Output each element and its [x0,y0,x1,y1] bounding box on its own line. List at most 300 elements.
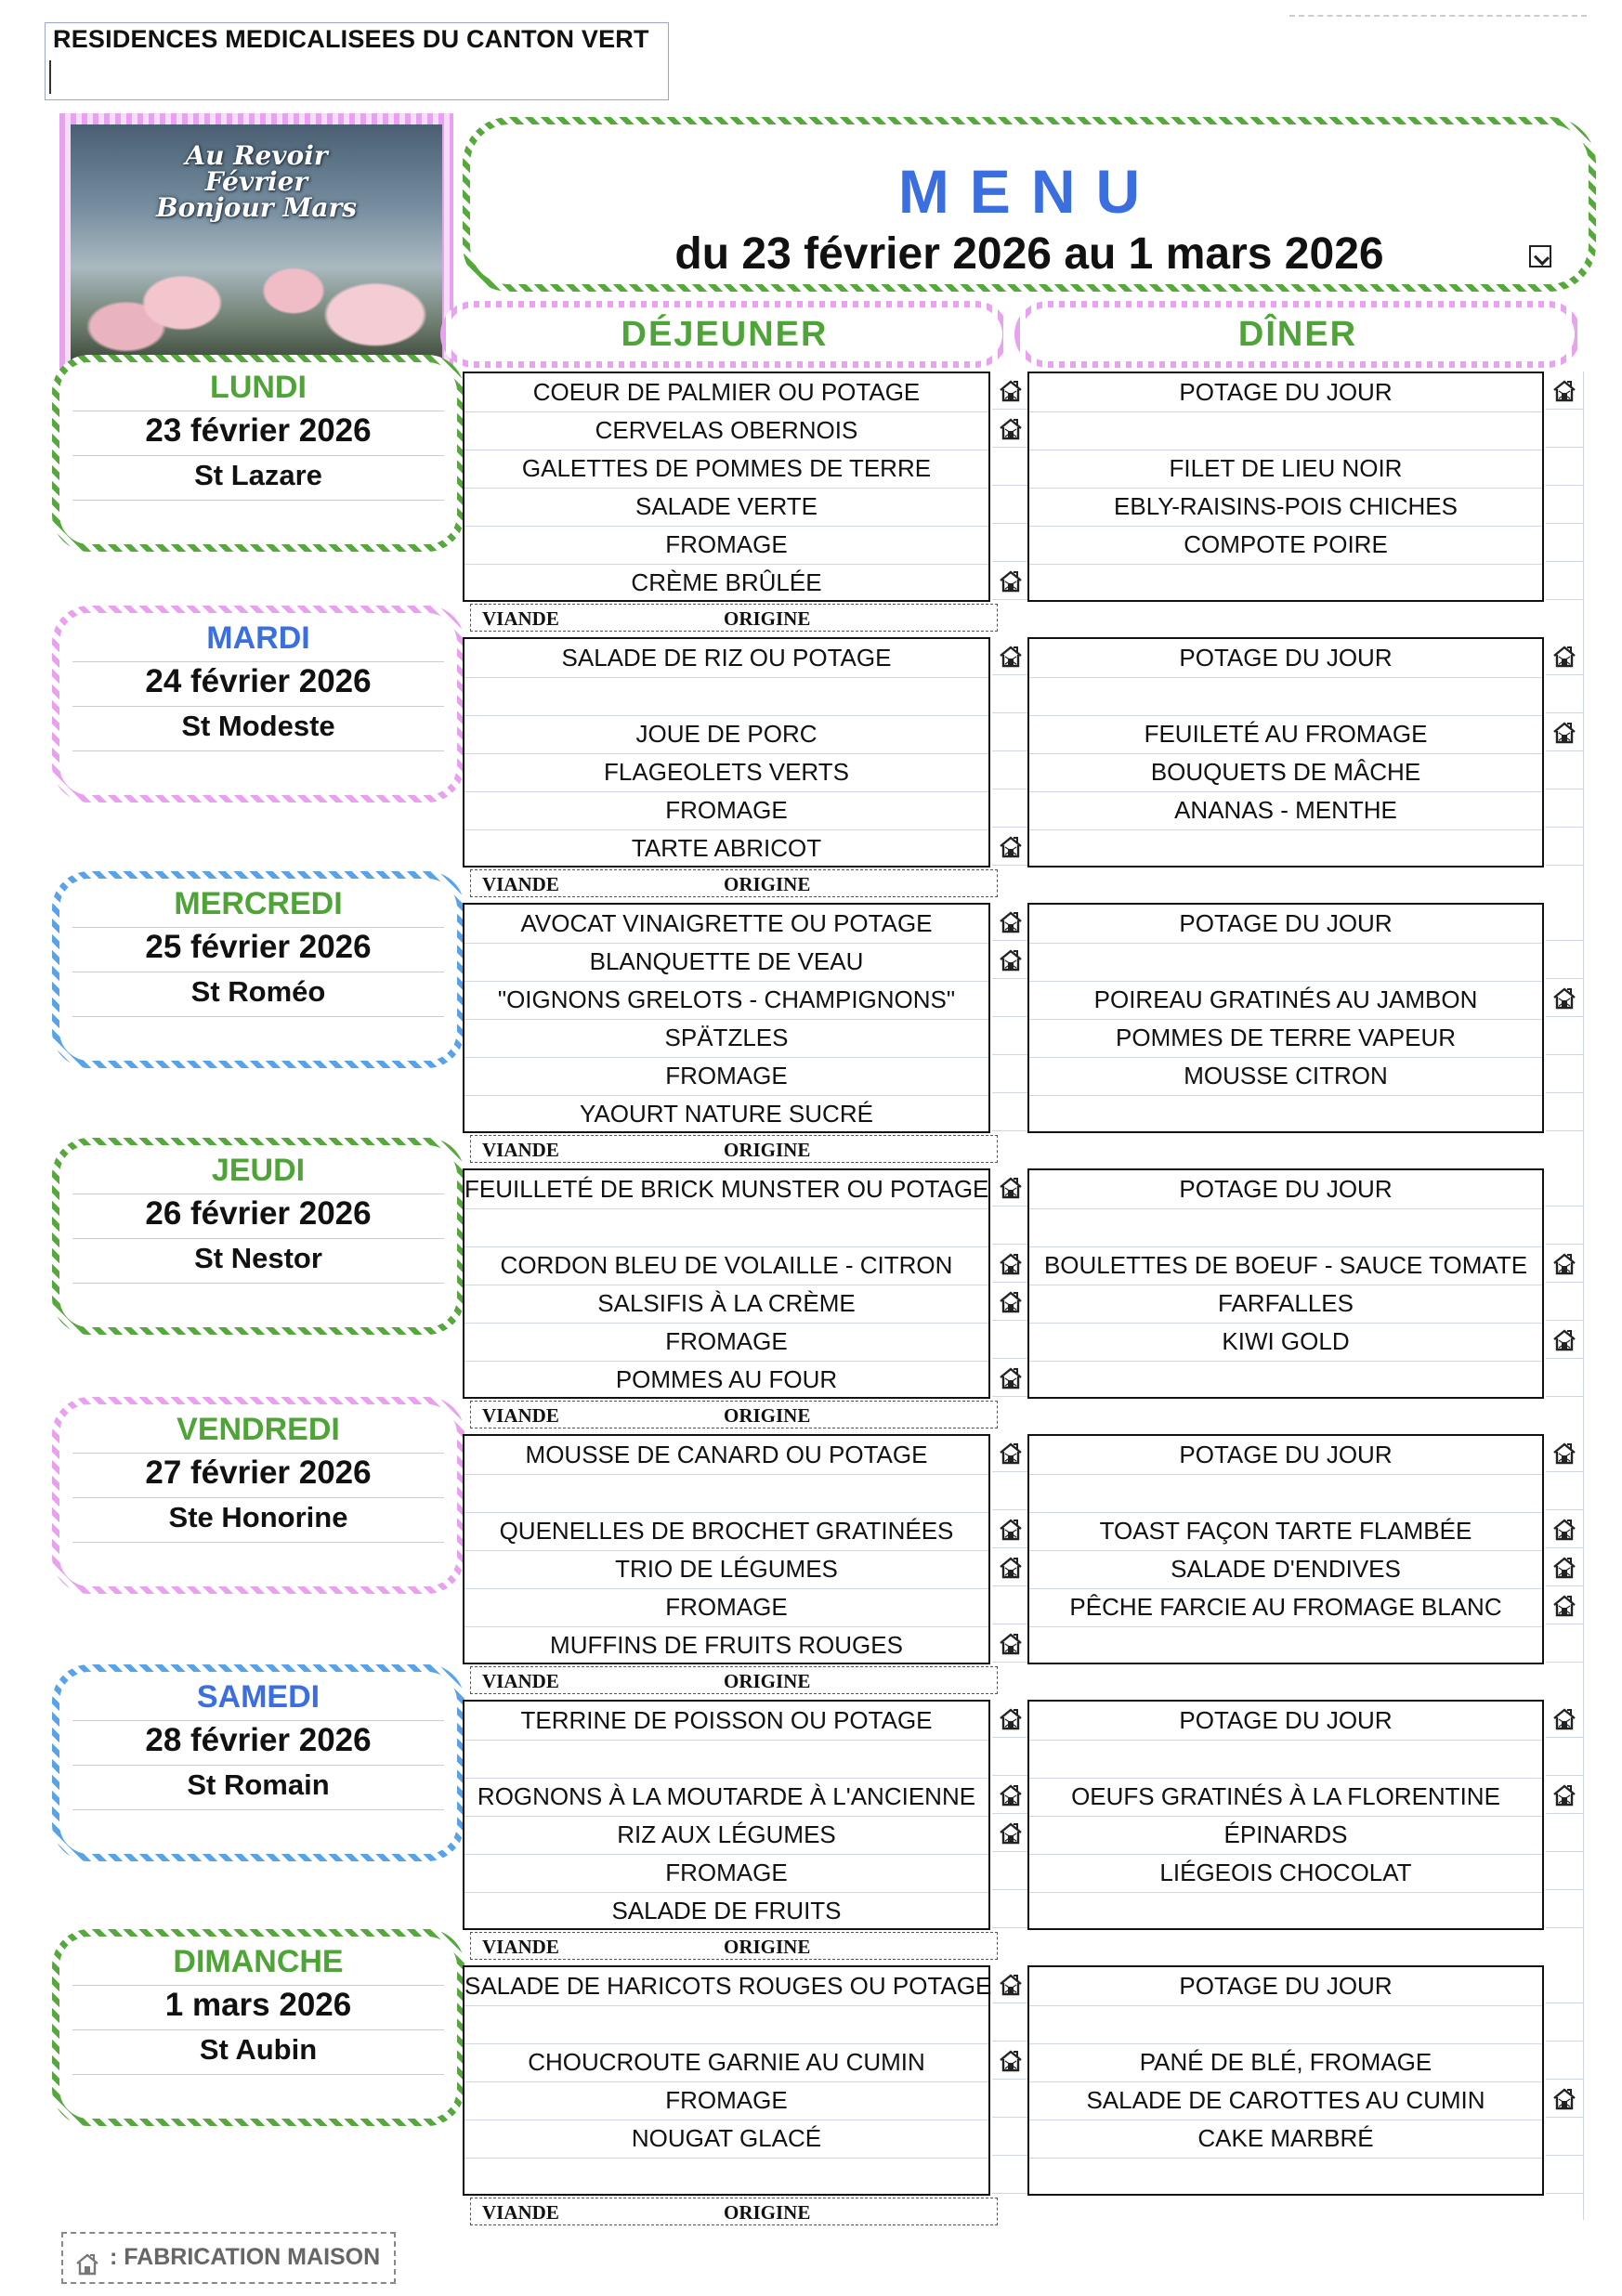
lunch-table-day-3 [463,903,990,1133]
meat-label: VIANDE [482,1404,559,1427]
day-card-6 [52,1664,464,1861]
lunch-dish: YAOURT NATURE SUCRÉ [580,1100,873,1128]
promo-line-2: Février [204,166,308,197]
day-date: 24 février 2026 [145,663,372,699]
dinner-dish: OEUFS GRATINÉS À LA FLORENTINE [1029,1778,1542,1817]
lunch-icon-cell [992,789,1029,828]
dinner-icon-cell [1546,1321,1583,1359]
dinner-dish: CAKE MARBRÉ [1029,2120,1542,2159]
house-made-icon [998,645,1024,669]
dinner-dish: ANANAS - MENTHE [1029,791,1542,830]
dinner-dish: POTAGE DU JOUR [1029,1436,1542,1475]
dinner-icon-cell [1546,562,1583,600]
lunch-dish: FROMAGE [464,1323,988,1362]
house-made-icon [998,948,1024,972]
lunch-table-day-4 [463,1168,990,1399]
lunch-dish: RIZ AUX LÉGUMES [464,1816,988,1855]
menu-date-range: du 23 février 2026 au 1 mars 2026 [674,229,1384,279]
lunch-icon-cell [992,410,1029,448]
day-card-5 [52,1397,464,1594]
house-made-icon [998,1176,1024,1200]
dinner-icon-cell [1546,1093,1583,1131]
lunch-icon-cell [992,2042,1029,2080]
origin-label: ORIGINE [724,1404,811,1427]
dinner-icon-cell [1546,1245,1583,1283]
divider [72,706,444,707]
dinner-dish: COMPOTE POIRE [1029,526,1542,565]
origin-label: ORIGINE [724,1670,811,1692]
day-date: 26 février 2026 [145,1195,372,1232]
lunch-icon-cell [992,1510,1029,1548]
dinner-dish [1029,1361,1542,1399]
divider [72,1720,444,1721]
lunch-dish [464,1474,988,1513]
lunch-dish: ROGNONS À LA MOUTARDE À L'ANCIENNE [464,1778,988,1817]
dinner-table-day-7 [1027,1965,1544,2196]
lunch-dish: SALADE DE RIZ OU POTAGE [464,639,988,678]
origin-bar [470,1932,998,1960]
text-cursor [49,60,51,94]
lunch-dish: FEUILLETÉ DE BRICK MUNSTER OU POTAGE [464,1170,988,1209]
divider [72,1765,444,1766]
lunch-dish [464,1740,988,1779]
house-made-icon [998,1518,1024,1542]
lunch-icon-cell [992,1624,1029,1663]
lunch-dish: SALADE VERTE [464,488,988,527]
dinner-dish [1029,1095,1542,1133]
lunch-dish: CORDON BLEU DE VOLAILLE - CITRON [464,1246,988,1285]
house-made-icon [998,1973,1024,1997]
divider [72,750,444,751]
dinner-dish: SALADE D'ENDIVES [1029,1550,1542,1589]
dinner-table-day-5 [1027,1434,1544,1664]
dinner-dish: LIÉGEOIS CHOCOLAT [1029,1854,1542,1893]
divider [72,1238,444,1239]
lunch-icon-cell [992,979,1029,1017]
house-made-icon [1551,1707,1577,1731]
lunch-icon-cell [992,1283,1029,1321]
dinner-dish: POTAGE DU JOUR [1029,905,1542,944]
lunch-icon-cell [992,1852,1029,1890]
lunch-icon-cell [992,1890,1029,1928]
dinner-dish: POTAGE DU JOUR [1029,1702,1542,1741]
dinner-dish: TOAST FAÇON TARTE FLAMBÉE [1029,1512,1542,1551]
day-saint: St Nestor [194,1242,322,1274]
day-name: SAMEDI [196,1679,320,1715]
dinner-dish: BOULETTES DE BOEUF - SAUCE TOMATE [1029,1246,1542,1285]
promo-line-3: Bonjour Mars [155,192,357,223]
lunch-dish: FROMAGE [464,791,988,830]
dinner-icon-cell [1546,2003,1583,2042]
house-made-icon [998,1632,1024,1656]
house-made-icon [998,569,1024,594]
dinner-table-day-1 [1027,372,1544,602]
lunch-icon-cell [992,1776,1029,1814]
origin-bar [470,604,998,632]
lunch-icon-cell [992,2118,1029,2156]
dinner-dish: POMMES DE TERRE VAPEUR [1029,1019,1542,1058]
dinner-icon-cell [1546,941,1583,979]
dinner-dish [1029,829,1542,868]
lunch-dish: AVOCAT VINAIGRETTE OU POTAGE [464,905,988,944]
dinner-icon-cell [1546,1055,1583,1093]
lunch-icon-cell [992,1434,1029,1472]
lunch-table-day-2 [463,637,990,868]
day-date: 1 mars 2026 [164,1987,352,2023]
dinner-icon-cell [1546,1852,1583,1890]
dinner-icon-cell [1546,2080,1583,2118]
day-name: MARDI [206,620,310,656]
dinner-icon-cell [1546,2118,1583,2156]
dinner-icon-cell [1546,372,1583,410]
lunch-dish: BLANQUETTE DE VEAU [464,943,988,982]
day-name: VENDREDI [177,1412,340,1447]
day-card-7 [52,1929,464,2126]
origin-bar [470,1135,998,1163]
dinner-icon-cell [1546,486,1583,524]
divider [72,1453,444,1454]
lunch-dish: CHOUCROUTE GARNIE AU CUMIN [464,2043,988,2082]
promo-banner [59,113,453,373]
lunch-dish: NOUGAT GLACÉ [464,2120,988,2159]
lunch-dish: MUFFINS DE FRUITS ROUGES [550,1631,903,1659]
day-name: MERCREDI [174,886,343,921]
decorative-dash [1289,15,1587,20]
dinner-icon-cell [1546,1586,1583,1624]
house-made-icon [998,2049,1024,2073]
dinner-dish: FILET DE LIEU NOIR [1029,450,1542,489]
meat-label: VIANDE [482,1139,559,1161]
house-made-icon [998,1821,1024,1846]
lunch-icon-cell [992,1700,1029,1738]
dinner-icon-cell [1546,675,1583,713]
legend-box [61,2232,396,2284]
day-saint: St Roméo [190,975,326,1008]
divider [72,2074,444,2075]
dinner-icon-cell [1546,1965,1583,2003]
lunch-icon-cell [992,1321,1029,1359]
house-made-icon [1551,1252,1577,1276]
dinner-dish [1029,2158,1542,2196]
dinner-icon-cell [1546,1359,1583,1397]
day-saint: St Modeste [181,710,335,742]
dinner-table-day-3 [1027,903,1544,1133]
lunch-icon-cell [992,486,1029,524]
lunch-dish: "OIGNONS GRELOTS - CHAMPIGNONS" [464,981,988,1020]
house-made-icon [998,417,1024,441]
dinner-icon-cell [1546,1017,1583,1055]
house-made-icon [998,910,1024,934]
download-icon[interactable] [1529,245,1551,267]
dinner-icon-cell [1546,713,1583,751]
lunch-icon-cell [992,751,1029,789]
day-saint: Ste Honorine [168,1501,348,1533]
house-made-icon [1551,1556,1577,1580]
dinner-icon-cell [1546,1738,1583,1776]
lunch-icon-cell [992,828,1029,866]
meat-label: VIANDE [482,1936,559,1958]
lunch-dish: FLAGEOLETS VERTS [464,753,988,792]
dinner-icon-cell [1546,1814,1583,1852]
house-made-icon [998,379,1024,403]
origin-label: ORIGINE [724,1936,811,1958]
dinner-icon-cell [1546,1283,1583,1321]
dinner-dish [1029,1208,1542,1247]
origin-bar [470,2198,998,2225]
house-made-icon [1551,1594,1577,1618]
dinner-icon-cell [1546,1548,1583,1586]
dinner-dish: ÉPINARDS [1029,1816,1542,1855]
lunch-dish: TRIO DE LÉGUMES [464,1550,988,1589]
lunch-dish: GALETTES DE POMMES DE TERRE [464,450,988,489]
divider [72,2029,444,2030]
lunch-dish: FROMAGE [464,2081,988,2120]
house-made-icon [1551,2087,1577,2111]
lunch-icon-cell [992,1586,1029,1624]
day-date: 27 février 2026 [145,1455,372,1491]
dinner-dish: EBLY-RAISINS-POIS CHICHES [1029,488,1542,527]
grid-line [1583,372,1584,2220]
lunch-header: DÉJEUNER [440,301,1009,368]
divider [72,1016,444,1017]
divider [72,1283,444,1284]
dinner-icon-cell [1546,979,1583,1017]
lunch-icon-cell [992,1017,1029,1055]
dinner-icon-cell [1546,1700,1583,1738]
dinner-dish [1029,1474,1542,1513]
lunch-dish: QUENELLES DE BROCHET GRATINÉES [464,1512,988,1551]
dinner-dish: POTAGE DU JOUR [1029,1170,1542,1209]
lunch-icon-cell [992,2080,1029,2118]
lunch-dish: JOUE DE PORC [464,715,988,754]
day-date: 25 février 2026 [145,929,372,965]
dinner-dish: FARFALLES [1029,1285,1542,1324]
lunch-icon-cell [992,1207,1029,1245]
lunch-icon-cell [992,941,1029,979]
day-date: 28 février 2026 [145,1722,372,1758]
lunch-dish [464,2005,988,2044]
divider [72,455,444,456]
lunch-dish [464,2158,988,2196]
residence-header-field[interactable] [45,22,669,100]
dinner-dish [1029,677,1542,716]
dinner-icon-cell [1546,1510,1583,1548]
day-name: DIMANCHE [173,1944,344,1979]
dinner-icon-cell [1546,903,1583,941]
lunch-icon-cell [992,1738,1029,1776]
house-made-icon [1551,379,1577,403]
lunch-icon-cell [992,448,1029,486]
lunch-table-day-5 [463,1434,990,1664]
lunch-icon-cell [992,1965,1029,2003]
menu-title-box [463,117,1596,292]
lunch-dish: SALSIFIS À LA CRÈME [464,1285,988,1324]
lunch-dish: TERRINE DE POISSON OU POTAGE [464,1702,988,1741]
lunch-table-day-1 [463,372,990,602]
origin-label: ORIGINE [724,607,811,630]
lunch-dish: MOUSSE DE CANARD OU POTAGE [464,1436,988,1475]
menu-sheet [26,15,1587,2281]
dinner-icon-cell [1546,789,1583,828]
divider [72,661,444,662]
day-date: 23 février 2026 [145,412,372,449]
dinner-dish: SALADE DE CAROTTES AU CUMIN [1029,2081,1542,2120]
lunch-icon-cell [992,1055,1029,1093]
lunch-icon-cell [992,1245,1029,1283]
origin-label: ORIGINE [724,2201,811,2224]
dinner-dish: FEUILETÉ AU FROMAGE [1029,715,1542,754]
lunch-icon-cell [992,1472,1029,1510]
dinner-dish [1029,1740,1542,1779]
dinner-dish: MOUSSE CITRON [1029,1057,1542,1096]
divider [72,1809,444,1810]
promo-caption [71,140,442,223]
dinner-dish [1029,564,1542,602]
dinner-dish: POTAGE DU JOUR [1029,639,1542,678]
meat-label: VIANDE [482,873,559,895]
origin-bar [470,869,998,897]
house-made-icon [1551,1783,1577,1807]
lunch-icon-cell [992,1548,1029,1586]
divider [72,927,444,928]
house-made-icon [998,1707,1024,1731]
dinner-icon-cell [1546,1168,1583,1207]
house-made-icon [1551,721,1577,745]
dinner-dish: POTAGE DU JOUR [1029,1967,1542,2006]
dinner-table-day-2 [1027,637,1544,868]
dinner-dish [1029,411,1542,450]
house-made-icon [998,835,1024,859]
dinner-table-day-6 [1027,1700,1544,1930]
lunch-dish: CERVELAS OBERNOIS [464,411,988,450]
house-made-icon [998,1556,1024,1580]
lunch-dish [464,1208,988,1247]
lunch-dish: SALADE DE HARICOTS ROUGES OU POTAGE [464,1967,988,2006]
lunch-icon-cell [992,675,1029,713]
origin-bar [470,1401,998,1428]
lunch-table-day-6 [463,1700,990,1930]
dinner-dish [1029,1892,1542,1930]
lunch-dish: FROMAGE [464,526,988,565]
dinner-icon-cell [1546,1776,1583,1814]
day-card-3 [52,871,464,1068]
lunch-icon-cell [992,1093,1029,1131]
dinner-icon-cell [1546,524,1583,562]
lunch-icon-cell [992,2003,1029,2042]
dinner-icon-cell [1546,1472,1583,1510]
dinner-icon-cell [1546,410,1583,448]
lunch-icon-cell [992,903,1029,941]
divider [72,1542,444,1543]
lunch-icon-cell [992,524,1029,562]
divider [72,1497,444,1498]
dinner-icon-cell [1546,448,1583,486]
day-card-4 [52,1138,464,1335]
dinner-dish [1029,2005,1542,2044]
lunch-dish: TARTE ABRICOT [631,834,822,862]
lunch-dish: CRÈME BRÛLÉE [631,568,822,596]
lunch-icon-cell [992,1168,1029,1207]
dinner-dish [1029,943,1542,982]
dinner-dish: PÊCHE FARCIE AU FROMAGE BLANC [1029,1588,1542,1627]
day-name: LUNDI [210,370,307,405]
lunch-dish: FROMAGE [464,1057,988,1096]
lunch-icon-cell [992,372,1029,410]
house-made-icon [74,2246,100,2270]
lunch-dish: POMMES AU FOUR [615,1365,838,1393]
dinner-table-day-4 [1027,1168,1544,1399]
dinner-dish: PANÉ DE BLÉ, FROMAGE [1029,2043,1542,2082]
lunch-dish [464,677,988,716]
dinner-icon-cell [1546,2042,1583,2080]
dinner-icon-cell [1546,751,1583,789]
dinner-dish: POTAGE DU JOUR [1029,373,1542,412]
lunch-dish: SPÄTZLES [464,1019,988,1058]
meat-label: VIANDE [482,607,559,630]
lunch-dish: SALADE DE FRUITS [611,1897,842,1924]
dinner-icon-cell [1546,1624,1583,1663]
promo-line-1: Au Revoir [185,140,328,171]
lunch-icon-cell [992,562,1029,600]
origin-bar [470,1666,998,1694]
house-made-icon [998,1290,1024,1314]
lunch-table-day-7 [463,1965,990,2196]
day-saint: St Lazare [194,459,322,491]
house-made-icon [1551,1328,1577,1352]
lunch-dish: FROMAGE [464,1854,988,1893]
residence-title: RESIDENCES MEDICALISEES DU CANTON VERT [53,25,649,53]
house-made-icon [1551,986,1577,1011]
dinner-icon-cell [1546,637,1583,675]
divider [72,500,444,501]
legend-label: : FABRICATION MAISON [110,2244,381,2270]
house-made-icon [998,1783,1024,1807]
house-made-icon [998,1252,1024,1276]
lunch-icon-cell [992,2156,1029,2194]
dinner-icon-cell [1546,2156,1583,2194]
day-card-1 [52,355,464,552]
origin-label: ORIGINE [724,873,811,895]
house-made-icon [1551,1442,1577,1466]
house-made-icon [998,1366,1024,1390]
dinner-icon-cell [1546,828,1583,866]
lunch-icon-cell [992,1814,1029,1852]
lunch-icon-cell [992,1359,1029,1397]
house-made-icon [1551,1518,1577,1542]
lunch-icon-cell [992,637,1029,675]
dinner-icon-cell [1546,1207,1583,1245]
dinner-header: DÎNER [1014,301,1581,368]
house-made-icon [1551,645,1577,669]
meat-label: VIANDE [482,1670,559,1692]
menu-title: MENU [897,157,1161,226]
house-made-icon [998,1442,1024,1466]
dinner-dish [1029,1626,1542,1664]
tulip-picture [71,124,442,362]
meat-label: VIANDE [482,2201,559,2224]
dinner-dish: POIREAU GRATINÉS AU JAMBON [1029,981,1542,1020]
lunch-dish: COEUR DE PALMIER OU POTAGE [464,373,988,412]
day-card-2 [52,606,464,802]
lunch-dish: FROMAGE [464,1588,988,1627]
divider [72,1985,444,1986]
origin-label: ORIGINE [724,1139,811,1161]
dinner-dish: BOUQUETS DE MÂCHE [1029,753,1542,792]
day-saint: St Aubin [199,2033,318,2066]
day-name: JEUDI [211,1153,306,1188]
lunch-icon-cell [992,713,1029,751]
dinner-icon-cell [1546,1434,1583,1472]
